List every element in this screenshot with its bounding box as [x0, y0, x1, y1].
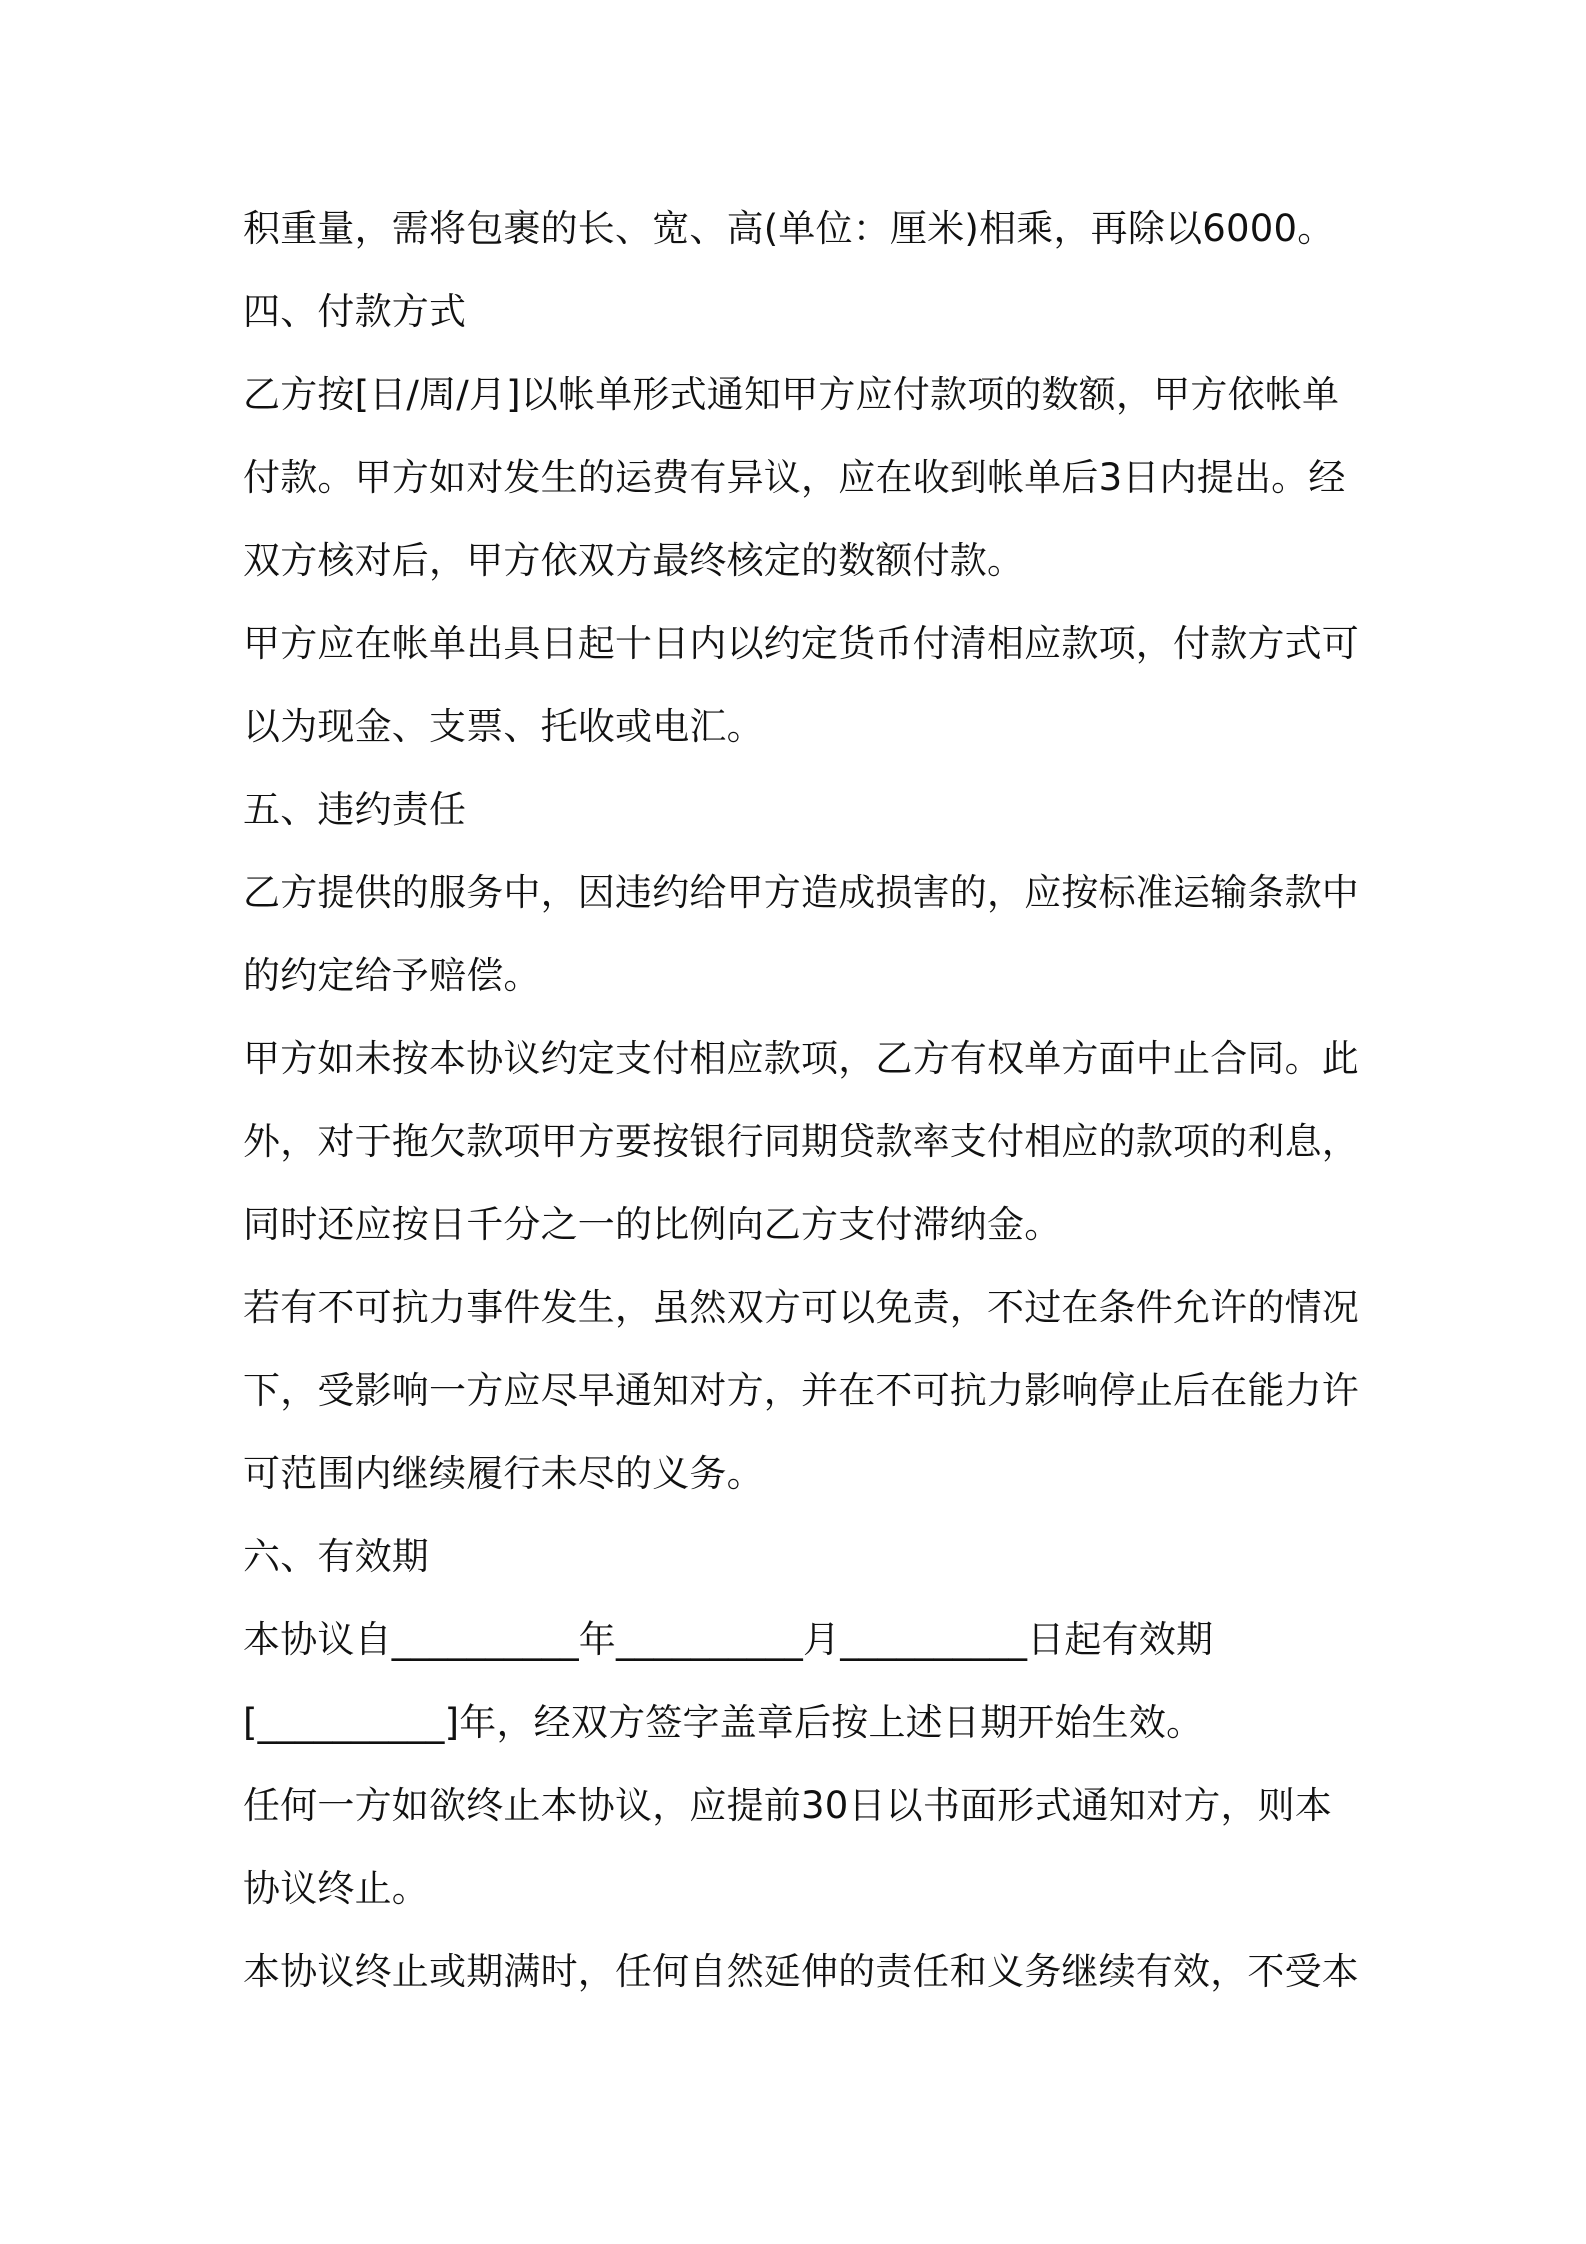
- body-text-line: 下，受影响一方应尽早通知对方，并在不可抗力影响停止后在能力许: [243, 1369, 1359, 1412]
- body-text-line: 甲方应在帐单出具日起十日内以约定货币付清相应款项，付款方式可: [243, 622, 1359, 665]
- section-heading-payment-method: 四、付款方式: [243, 290, 467, 333]
- section-heading-validity-period: 六、有效期: [243, 1535, 429, 1578]
- section-heading-breach-liability: 五、违约责任: [243, 788, 467, 831]
- body-text-line: 的约定给予赔偿。: [243, 954, 541, 997]
- body-text-line: 甲方如未按本协议约定支付相应款项，乙方有权单方面中止合同。此: [243, 1037, 1359, 1080]
- body-text-line: 协议终止。: [243, 1867, 429, 1910]
- body-text-line-term-blank: [__________]年，经双方签字盖章后按上述日期开始生效。: [243, 1701, 1204, 1744]
- body-text-line-date-blanks: 本协议自__________年__________月__________日起有效期: [243, 1618, 1214, 1661]
- body-text-line: 同时还应按日千分之一的比例向乙方支付滞纳金。: [243, 1203, 1062, 1246]
- body-text-line: 乙方提供的服务中，因违约给甲方造成损害的，应按标准运输条款中: [243, 871, 1359, 914]
- body-text-line: 以为现金、支票、托收或电汇。: [243, 705, 764, 748]
- body-text-line: 可范围内继续履行未尽的义务。: [243, 1452, 764, 1495]
- body-text-line: 付款。甲方如对发生的运费有异议，应在收到帐单后3日内提出。经: [243, 456, 1346, 499]
- body-text-line: 外，对于拖欠款项甲方要按银行同期贷款率支付相应的款项的利息，: [243, 1120, 1359, 1163]
- body-text-line: 本协议终止或期满时，任何自然延伸的责任和义务继续有效，不受本: [243, 1950, 1359, 1993]
- body-text-line: 若有不可抗力事件发生，虽然双方可以免责，不过在条件允许的情况: [243, 1286, 1359, 1329]
- body-text-line: 积重量，需将包裹的长、宽、高(单位：厘米)相乘，再除以6000。: [243, 207, 1335, 250]
- body-text-line: 双方核对后，甲方依双方最终核定的数额付款。: [243, 539, 1025, 582]
- body-text-line: 乙方按[日/周/月]以帐单形式通知甲方应付款项的数额，甲方依帐单: [243, 373, 1340, 416]
- body-text-line: 任何一方如欲终止本协议，应提前30日以书面形式通知对方，则本: [243, 1784, 1333, 1827]
